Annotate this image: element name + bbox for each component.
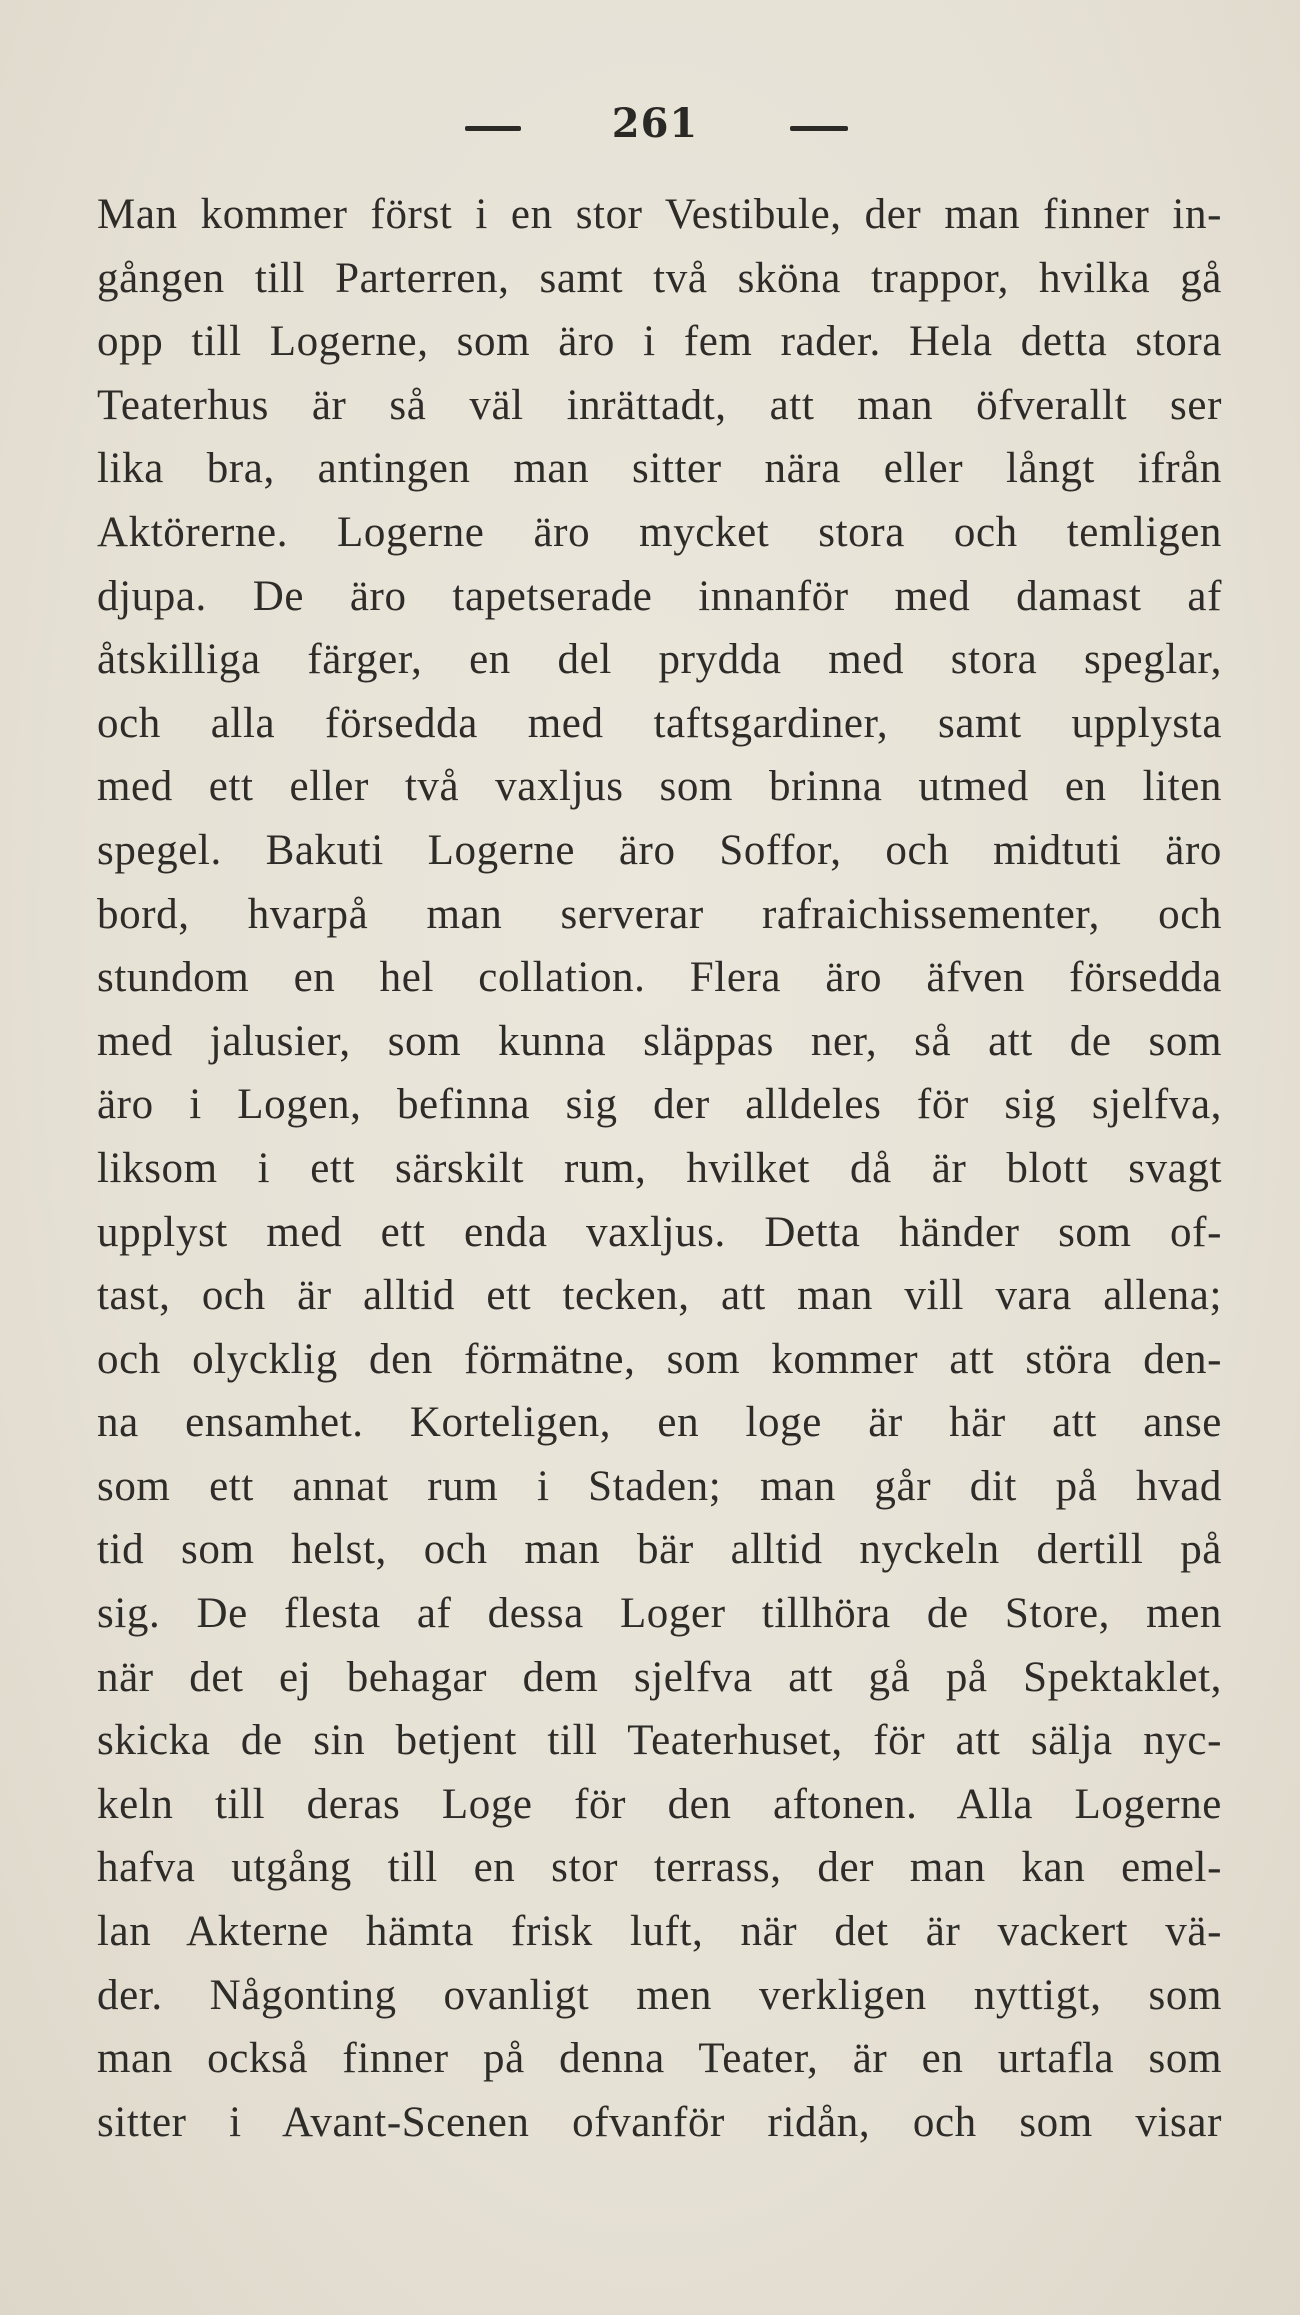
text-line: na ensamhet. Korteligen, en loge är här att anse	[97, 1399, 1222, 1447]
text-line: åtskilliga färger, en del prydda med stora speglar,	[97, 636, 1222, 684]
text-line: som ett annat rum i Staden; man går dit på hvad	[97, 1462, 1222, 1510]
text-line: lika bra, antingen man sitter nära eller långt ifrån	[97, 445, 1222, 493]
text-line: bord, hvarpå man serverar rafraichissementer, och	[97, 890, 1222, 938]
text-line: sig. De flesta af dessa Loger tillhöra de Store, men	[97, 1590, 1222, 1638]
text-line: äro i Logen, befinna sig der alldeles för sig sjelfva,	[97, 1081, 1222, 1129]
text-line: djupa. De äro tapetserade innanför med damast af	[97, 572, 1222, 620]
text-line: tast, och är alltid ett tecken, att man vill vara allena;	[97, 1272, 1222, 1320]
text-line: keln till deras Loge för den aftonen. Alla Logerne	[97, 1780, 1222, 1828]
text-line: och alla försedda med taftsgardiner, samt upplysta	[97, 699, 1222, 747]
text-line: upplyst med ett enda vaxljus. Detta händer som of-	[97, 1208, 1222, 1256]
text-line: spegel. Bakuti Logerne äro Soffor, och midtuti äro	[97, 826, 1222, 874]
text-line: lan Akterne hämta frisk luft, när det är vackert vä-	[97, 1908, 1222, 1956]
text-line: tid som helst, och man bär alltid nyckeln dertill på	[97, 1526, 1222, 1574]
text-line: och olycklig den förmätne, som kommer att störa den-	[97, 1335, 1222, 1383]
text-line: sitter i Avant-Scenen ofvanför ridån, och som visar	[97, 2098, 1222, 2146]
text-line: med ett eller två vaxljus som brinna utmed en liten	[97, 763, 1222, 811]
page-header	[0, 100, 1300, 160]
text-line: man också finner på denna Teater, är en urtafla som	[97, 2035, 1222, 2083]
text-line: gången till Parterren, samt två sköna trappor, hvilka gå	[97, 254, 1222, 302]
text-line: hafva utgång till en stor terrass, der man kan emel-	[97, 1844, 1222, 1892]
text-line: Teaterhus är så väl inrättadt, att man öfverallt ser	[97, 381, 1222, 429]
text-line: der. Någonting ovanligt men verkligen nyttigt, som	[97, 1971, 1222, 2019]
text-line: med jalusier, som kunna släppas ner, så att de som	[97, 1017, 1222, 1065]
text-line: Man kommer först i en stor Vestibule, der man finner in-	[97, 191, 1222, 238]
header-dash-right	[790, 126, 848, 131]
page-number: 261	[611, 100, 699, 147]
text-line: Aktörerne. Logerne äro mycket stora och temligen	[97, 508, 1222, 556]
text-line: liksom i ett särskilt rum, hvilket då är blott svagt	[97, 1144, 1222, 1192]
header-dash-left	[465, 126, 521, 131]
text-line: stundom en hel collation. Flera äro äfven försedda	[97, 954, 1222, 1002]
body-text	[97, 183, 1222, 2154]
text-line: skicka de sin betjent till Teaterhuset, för att sälja nyc-	[97, 1717, 1222, 1765]
text-line: opp till Logerne, som äro i fem rader. Hela detta stora	[97, 318, 1222, 366]
text-line: när det ej behagar dem sjelfva att gå på Spektaklet,	[97, 1653, 1222, 1701]
